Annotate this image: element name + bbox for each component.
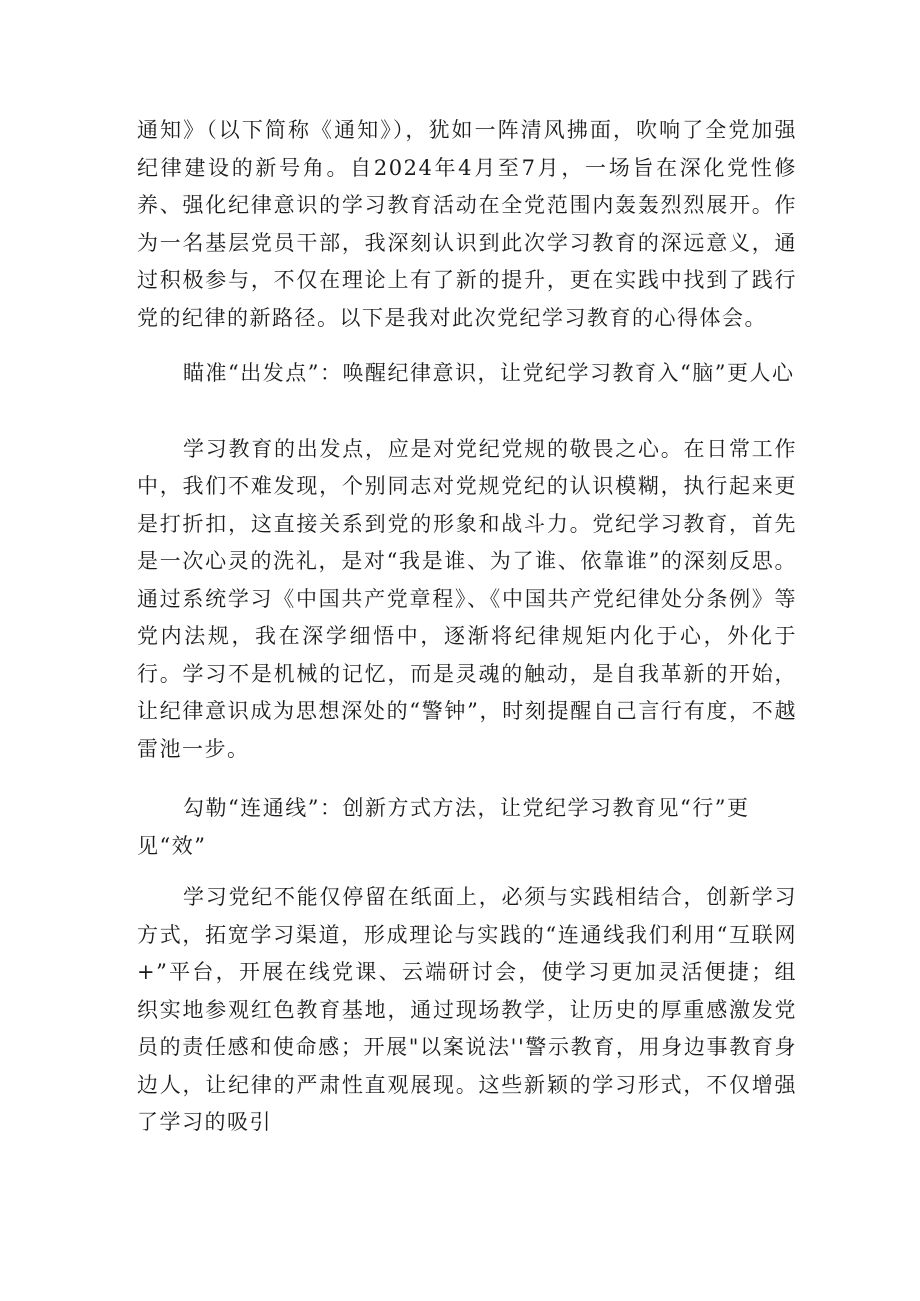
spacer xyxy=(137,768,797,790)
spacer xyxy=(137,337,797,355)
section-2-paragraph: 学习党纪不能仅停留在纸面上，必须与实践相结合，创新学习方式，拓宽学习渠道，形成理论与实践的“连通线我们利用“互联网+”平台，开展在线党课、云端研讨会，使学习更加灵活便捷；组织实地参观红色教育基地，通过现场教学，让历史的厚重感激发党员的责任感和使命感；开展"以案说法''警示教育，用身边事教育身边人，让纪律的严肃性直观展现。这些新颖的学习形式，不仅增强了学习的吸引 xyxy=(137,885,797,1134)
section-heading-1: 瞄准“出发点”：唤醒纪律意识，让党纪学习教育入“脑”更人心 xyxy=(183,361,795,385)
section-heading-2: 勾勒“连通线”：创新方式方法，让党纪学习教育见“行”更见“效” xyxy=(137,796,750,858)
document-body xyxy=(137,112,797,1142)
spacer xyxy=(137,865,797,879)
spacer xyxy=(137,393,797,431)
intro-paragraph: 通知》（以下简称《通知》），犹如一阵清风拂面，吹响了全党加强纪律建设的新号角。自2024年4月至7月，一场旨在深化党性修养、强化纪律意识的学习教育活动在全党范围内轰轰烈烈展开。作为一名基层党员干部，我深刻认识到此次学习教育的深远意义，通过积极参与，不仅在理论上有了新的提升，更在实践中找到了践行党的纪律的新路径。以下是我对此次党纪学习教育的心得体会。 xyxy=(137,118,797,330)
section-1-paragraph: 学习教育的出发点，应是对党纪党规的敬畏之心。在日常工作中，我们不难发现，个别同志对党规党纪的认识模糊，执行起来更是打折扣，这直接关系到党的形象和战斗力。党纪学习教育，首先是一次心灵的洗礼，是对“我是谁、为了谁、依靠谁”的深刻反思。通过系统学习《中国共产党章程》、《中国共产党纪律处分条例》等党内法规，我在深学细悟中，逐渐将纪律规矩内化于心，外化于行。学习不是机械的记忆，而是灵魂的触动，是自我革新的开始，让纪律意识成为思想深处的“警钟”，时刻提醒自己言行有度，不越雷池一步。 xyxy=(137,436,797,761)
